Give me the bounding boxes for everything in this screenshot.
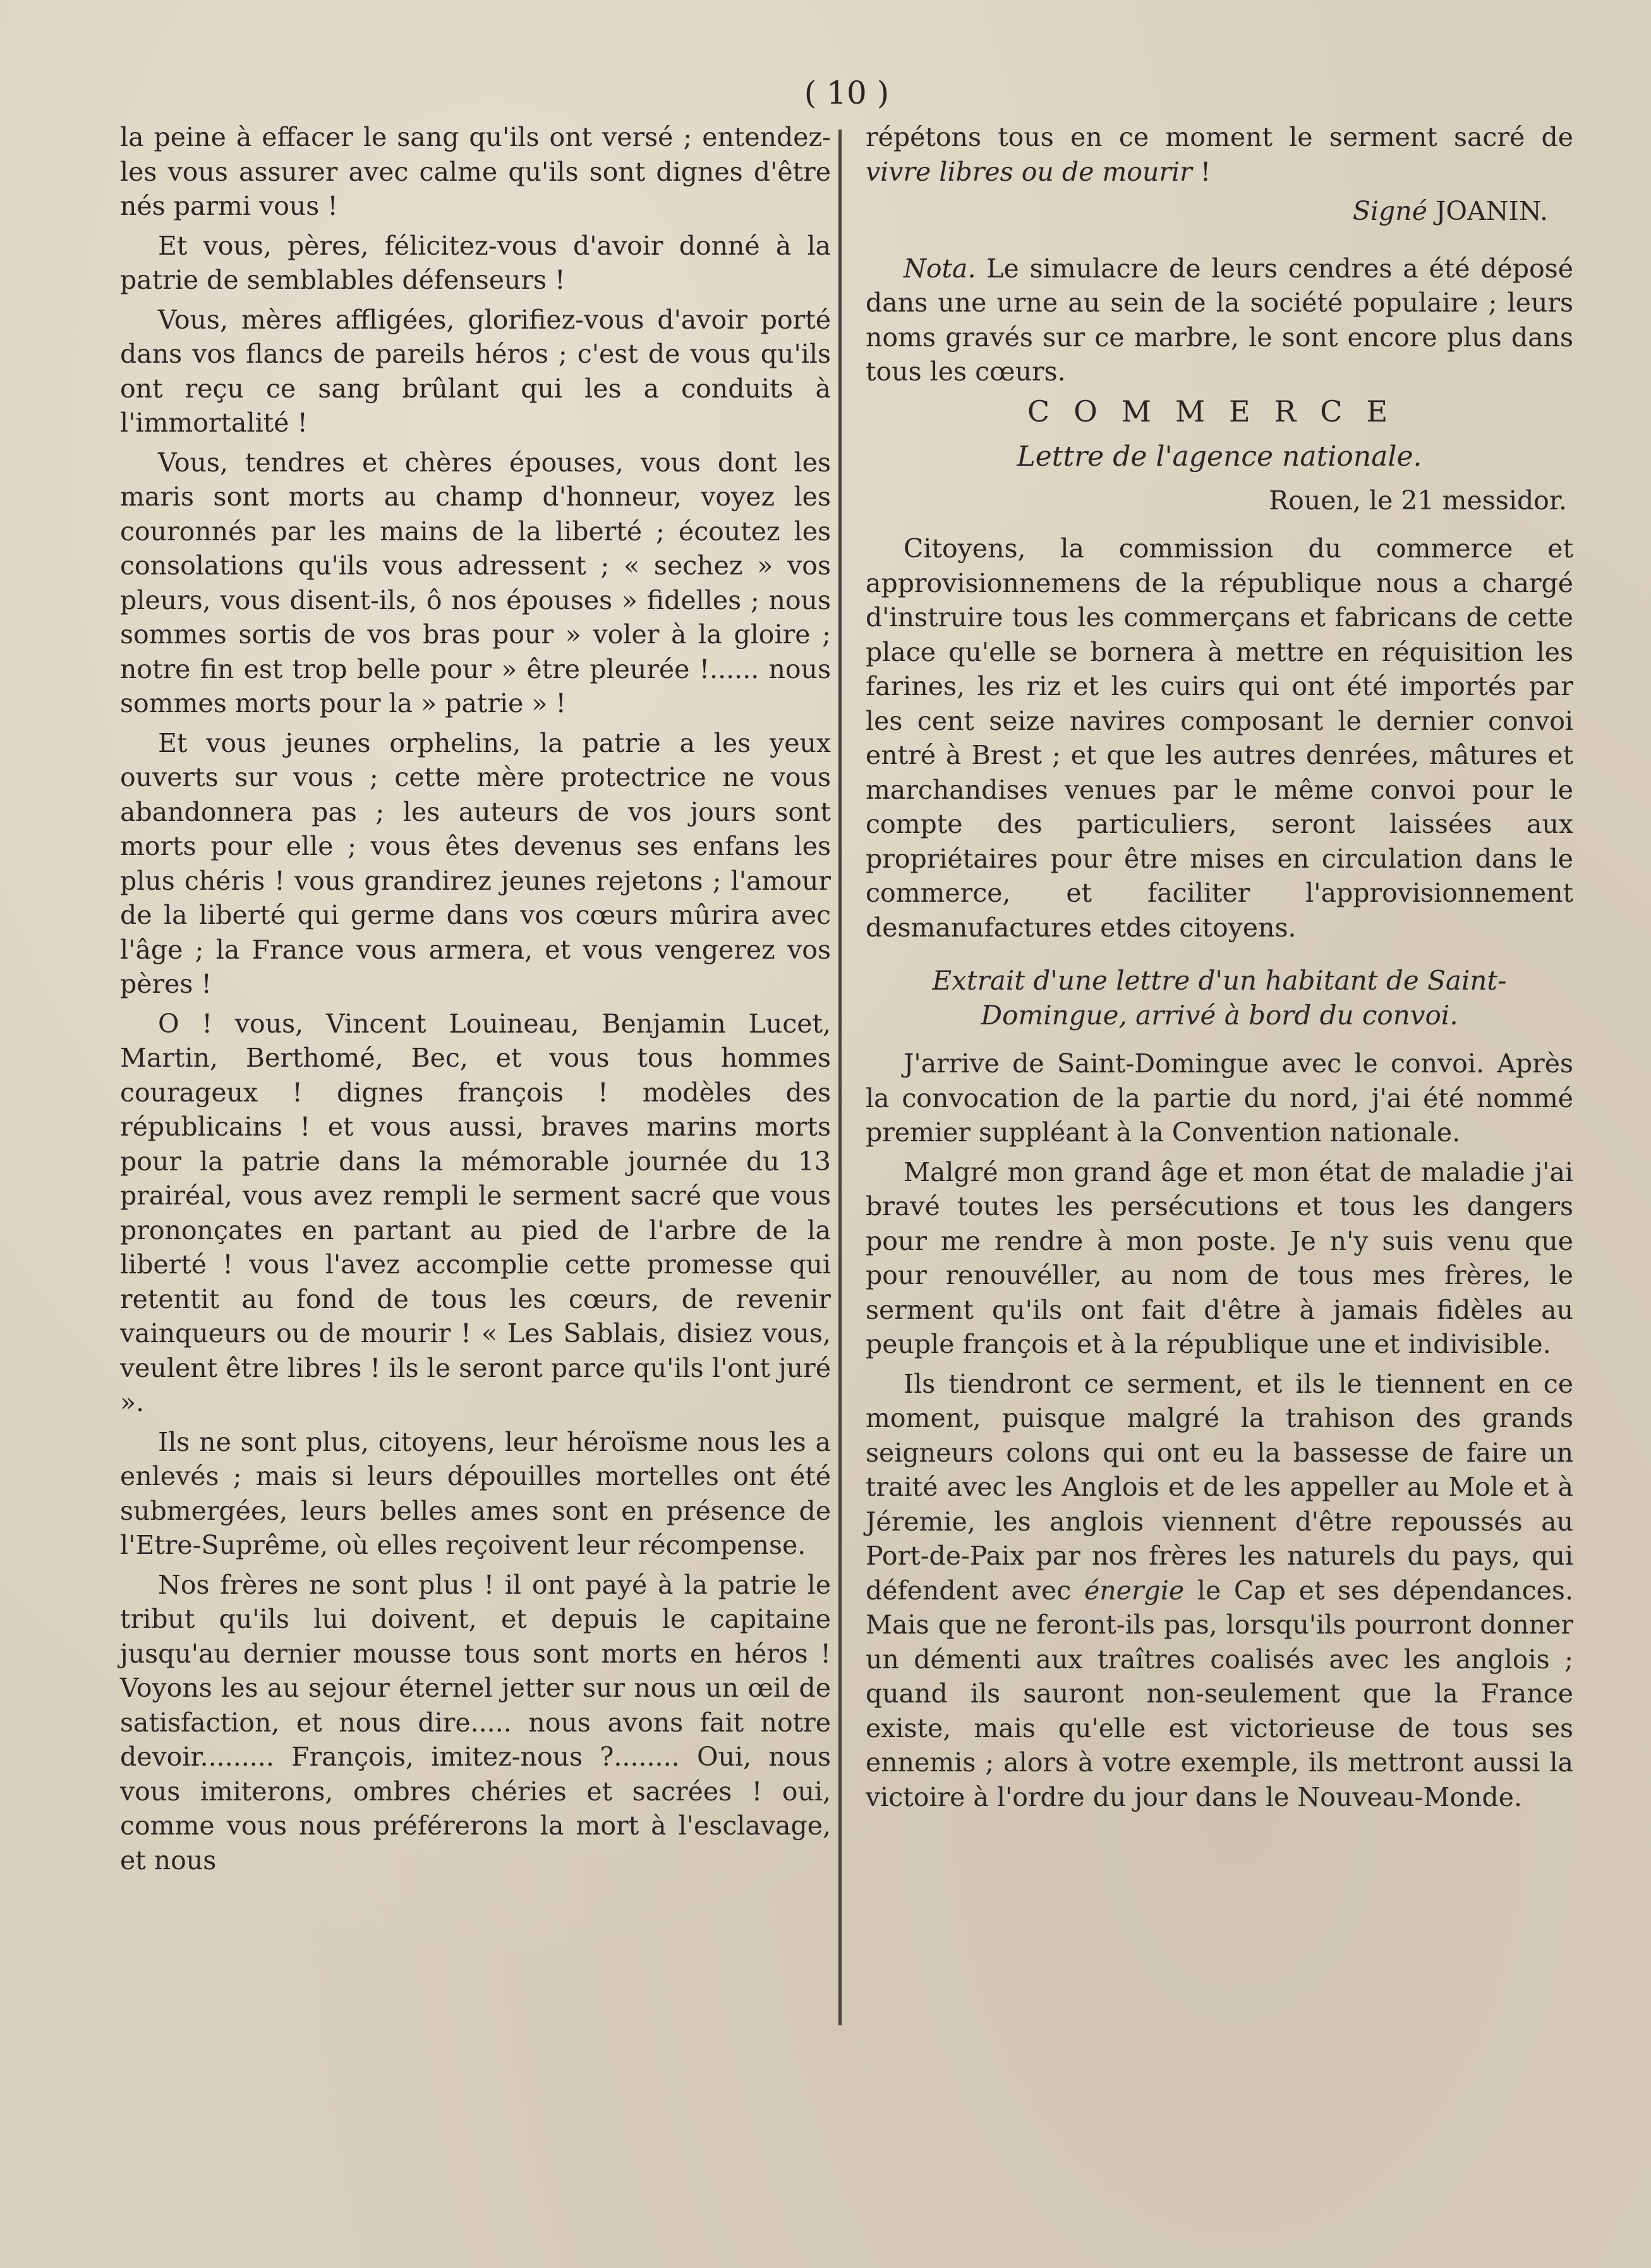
paragraph: Vous, mères affligées, glorifiez-vous d'avoir porté dans vos flancs de pareils héros ; c'est de vous qu'ils ont reçu ce sang brûlant qui les a conduits à l'immortalité ! <box>120 304 831 438</box>
letter-paragraph: Citoyens, la commission du commerce et approvisionnemens de la république nous a chargé d'instruire tous les commerçans et fabricans de cette place qu'elle se bornera à mettre en réquisition les farines, les riz et les cuirs qui ont été importés par les cent seize navires composant le dernier convoi entré à Brest ; et que les autres denrées, mâtures et marchandises venues par le même convoi pour le compte des particuliers, seront laissées aux propriétaires pour être mises en circulation dans le commerce, et faciliter l'approvisionnement desmanufactures etdes citoyens. <box>866 533 1573 943</box>
page-number: ( 10 ) <box>804 75 890 111</box>
extract-paragraph <box>866 1367 1573 1815</box>
signature-prefix: Signé <box>1352 196 1427 226</box>
signature-name: JOANIN. <box>1435 196 1548 226</box>
extract-text: Ils tiendront ce serment, et ils le tiennent en ce moment, puisque malgré la trahison des grands seigneurs colons qui ont eu la bassesse de faire un traité avec les Anglois et de les appeller au Mole et à Jéremie, les anglois viennent d'être repoussés au Port-de-Paix par nos frères les naturels du pays, qui défendent avec <box>866 1368 1573 1606</box>
paragraph: la peine à effacer le sang qu'ils ont versé ; entendez-les vous assurer avec calme qu'ils sont dignes d'être nés parmi vous ! <box>120 122 831 221</box>
letter-title: Lettre de l'agence nationale. <box>1017 440 1422 473</box>
nota-label: Nota. <box>904 253 976 284</box>
continuation-end: ! <box>1192 156 1211 187</box>
extract-text-end: le Cap et ses dépendances. Mais que ne feront-ils pas, lorsqu'ils pourront donner un démenti aux traîtres coalisés avec les anglois ; quand ils sauront non-seulement que la France existe, mais qu'elle est victorieuse de tous ses ennemis ; alors à votre exemple, ils mettront aussi la victoire à l'ordre du jour dans le Nouveau-Monde. <box>866 1575 1573 1812</box>
column-divider <box>838 130 842 2025</box>
right-column <box>866 120 1573 1819</box>
extract-italic: énergie <box>1084 1575 1185 1606</box>
nota-text: Le simulacre de leurs cendres a été déposé dans une urne au sein de la société populaire ; leurs noms gravés sur ce marbre, le sont encore plus dans tous les cœurs. <box>866 253 1573 387</box>
continuation-italic: vivre libres ou de mourir <box>866 156 1192 187</box>
continuation-text: répétons tous en ce moment le serment sacré de <box>866 122 1573 152</box>
extract-title: Extrait d'une lettre d'un habitant de Saint-Domingue, arrivé à bord du convoi. <box>932 965 1507 1031</box>
paragraph: Et vous jeunes orphelins, la patrie a les yeux ouverts sur vous ; cette mère protectrice ne vous abandonnera pas ; les auteurs de vos jours sont morts pour elle ; vous êtes devenus ses enfans les plus chéris ! vous grandirez jeunes rejetons ; l'amour de la liberté qui germe dans vos cœurs mûrira avec l'âge ; la France vous armera, et vous vengerez vos pères ! <box>120 727 831 999</box>
left-column <box>120 120 831 1877</box>
continuation-paragraph <box>866 120 1573 189</box>
section-title: COMMERCE <box>1027 394 1412 428</box>
paragraph: Et vous, pères, félicitez-vous d'avoir donné à la patrie de semblables défenseurs ! <box>120 230 831 295</box>
dateline: Rouen, le 21 messidor. <box>1269 485 1567 516</box>
paragraph: O ! vous, Vincent Louineau, Benjamin Lucet, Martin, Berthomé, Bec, et vous tous hommes courageux ! dignes françois ! modèles des républicains ! et vous aussi, braves marins morts pour la patrie dans la mémorable journée du 13 prairéal, vous avez rempli le serment sacré que vous prononçates en partant au pied de l'arbre de la liberté ! vous l'avez accomplie cette promesse qui retentit au fond de tous les cœurs, de revenir vainqueurs ou de mourir ! « Les Sablais, disiez vous, veulent être libres ! ils le seront parce qu'ils l'ont juré ». <box>120 1008 831 1417</box>
extract-paragraph: Malgré mon grand âge et mon état de maladie j'ai bravé toutes les persécutions et tous les dangers pour me rendre à mon poste. Je n'y suis venu que pour renouvéller, au nom de tous mes frères, le serment qu'ils ont fait d'être à jamais fidèles au peuple françois et à la république une et indivisible. <box>866 1156 1573 1359</box>
paragraph: Vous, tendres et chères épouses, vous dont les maris sont morts au champ d'honneur, voyez les couronnés par les mains de la liberté ; écoutez les consolations qu'ils vous adressent ; « sechez » vos pleurs, vous disent-ils, ô nos épouses » fidelles ; nous sommes sortis de vos bras pour » voler à la gloire ; notre fin est trop belle pour » être pleurée !...... nous sommes morts pour la » patrie » ! <box>120 447 831 719</box>
nota-paragraph <box>866 252 1573 389</box>
paragraph: Nos frères ne sont plus ! il ont payé à la patrie le tribut qu'ils lui doivent, et depuis le capitaine jusqu'au dernier mousse tous sont morts en héros ! Voyons les au sejour éternel jetter sur nous un œil de satisfaction, et nous dire..... nous avons fait notre devoir......... François, imitez-nous ?........ Oui, nous vous imiterons, ombres chéries et sacrées ! oui, comme vous nous préférerons la mort à l'esclavage, et nous <box>120 1569 831 1876</box>
signature <box>866 194 1548 229</box>
paragraph: Ils ne sont plus, citoyens, leur héroïsme nous les a enlevés ; mais si leurs dépouilles mortelles ont été submergées, leurs belles ames sont en présence de l'Etre-Suprême, où elles reçoivent leur récompense. <box>120 1426 831 1560</box>
extract-paragraph: J'arrive de Saint-Domingue avec le convoi. Après la convocation de la partie du nord, j'ai été nommé premier suppléant à la Convention nationale. <box>866 1048 1573 1148</box>
